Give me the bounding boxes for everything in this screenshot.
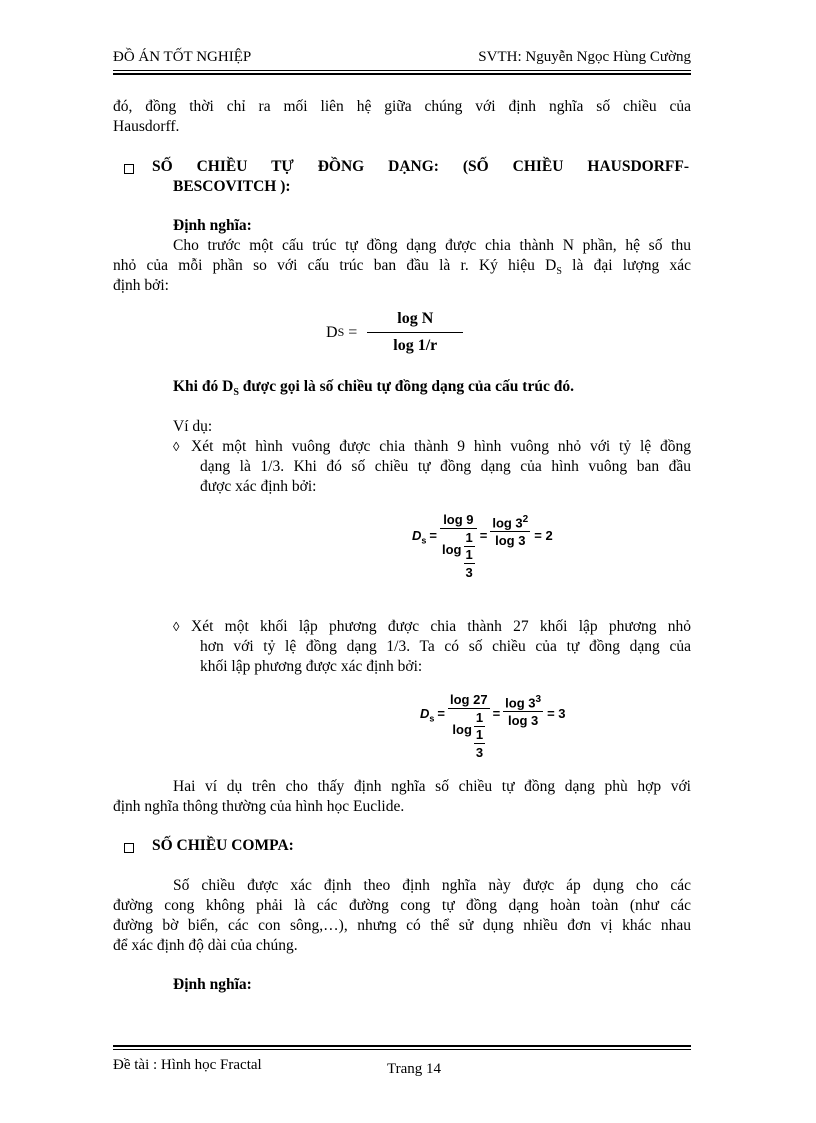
footer-rule-thick — [113, 1045, 691, 1047]
section-bullet-1 — [124, 163, 134, 181]
intro-line-2: Hausdorff. — [113, 118, 180, 135]
footer-topic: Đề tài : Hình học Fractal — [113, 1057, 262, 1073]
definition-line-2: nhỏ của mỗi phần so với cấu trúc ban đầu là r. Ký hiệu $D_S$ là đại lượng xác — [113, 257, 691, 278]
formula-self-similar-dimension: D S = $\frac{\text{log N}}{\log 1/r}$ — [326, 310, 463, 355]
definition-conclusion: Khi đó $D_S$ được gọi là số chiều tự đồng dạng của cấu trúc đó. — [173, 378, 574, 399]
formula-square-dimension: $D_s$ = log 9 log $\frac{1}{\frac{1}{3}}$ = $\frac{\log 3^2}{\log 3}$ = 2 — [412, 512, 553, 580]
header-rule-thin — [113, 70, 691, 71]
diamond-bullet-2: ◊ — [173, 619, 180, 634]
header-rule-thick — [113, 73, 691, 75]
example-2-line-1: Xét một khối lập phương được chia thành 27 khối lập phương nhỏ — [191, 618, 691, 635]
summary-line-2: định nghĩa thông thường của hình học Euclide. — [113, 798, 405, 815]
example-2-line-2: hơn với tỷ lệ đồng dạng 1/3. Ta có số chiều của tự đồng dạng của — [200, 638, 691, 655]
summary-line-1: Hai ví dụ trên cho thấy định nghĩa số chiều tự đồng dạng phù hợp với — [173, 778, 691, 795]
definition-heading-2: Định nghĩa: — [173, 976, 252, 993]
intro-line-1: đó, đồng thời chỉ ra mối liên hệ giữa chúng với định nghĩa số chiều của — [113, 98, 691, 115]
definition-line-3: định bởi: — [113, 277, 169, 294]
section-heading-self-similar: SỐ CHIỀU TỰ ĐỒNG DẠNG: (SỐ CHIỀU HAUSDORFF- — [152, 158, 689, 175]
compass-line-3: đường bờ biển, các con sông,…), nhưng có thể sử dụng nhiều đơn vị khác nhau — [113, 917, 691, 934]
header-author: SVTH: Nguyễn Ngọc Hùng Cường — [478, 49, 691, 65]
definition-heading-1: Định nghĩa: — [173, 217, 252, 234]
example-1-line-1: Xét một hình vuông được chia thành 9 hình vuông nhỏ với tỷ lệ đồng — [191, 438, 691, 455]
example-label: Ví dụ: — [173, 418, 213, 435]
compass-line-2: đường cong không phải là các đường cong tự đồng dạng hoàn toàn (như các — [113, 897, 691, 914]
compass-line-1: Số chiều được xác định theo định nghĩa này được áp dụng cho các — [173, 877, 691, 894]
example-2-line-3: khối lập phương được xác định bởi: — [200, 658, 423, 675]
section-heading-compass: SỐ CHIỀU COMPA: — [152, 837, 294, 854]
footer-page-number: Trang 14 — [387, 1061, 442, 1077]
header-title: ĐỒ ÁN TỐT NGHIỆP — [113, 49, 252, 65]
formula-cube-dimension: $D_s$ = log 27 log $\frac{1}{\frac{1}{3}}$ = $\frac{\log 3^3}{\log 3}$ = 3 — [420, 692, 566, 760]
section-bullet-2 — [124, 842, 134, 860]
definition-line-1: Cho trước một cấu trúc tự đồng dạng được chia thành N phần, hệ số thu — [173, 237, 691, 254]
example-1-line-3: được xác định bởi: — [200, 478, 317, 495]
footer-rule-thin — [113, 1049, 691, 1050]
diamond-bullet-1: ◊ — [173, 439, 180, 454]
section-heading-self-similar-cont: BESCOVITCH ): — [173, 178, 291, 195]
example-1-line-2: dạng là 1/3. Khi đó số chiều tự đồng dạng của hình vuông ban đầu — [200, 458, 691, 475]
compass-line-4: để xác định độ dài của chúng. — [113, 937, 298, 954]
